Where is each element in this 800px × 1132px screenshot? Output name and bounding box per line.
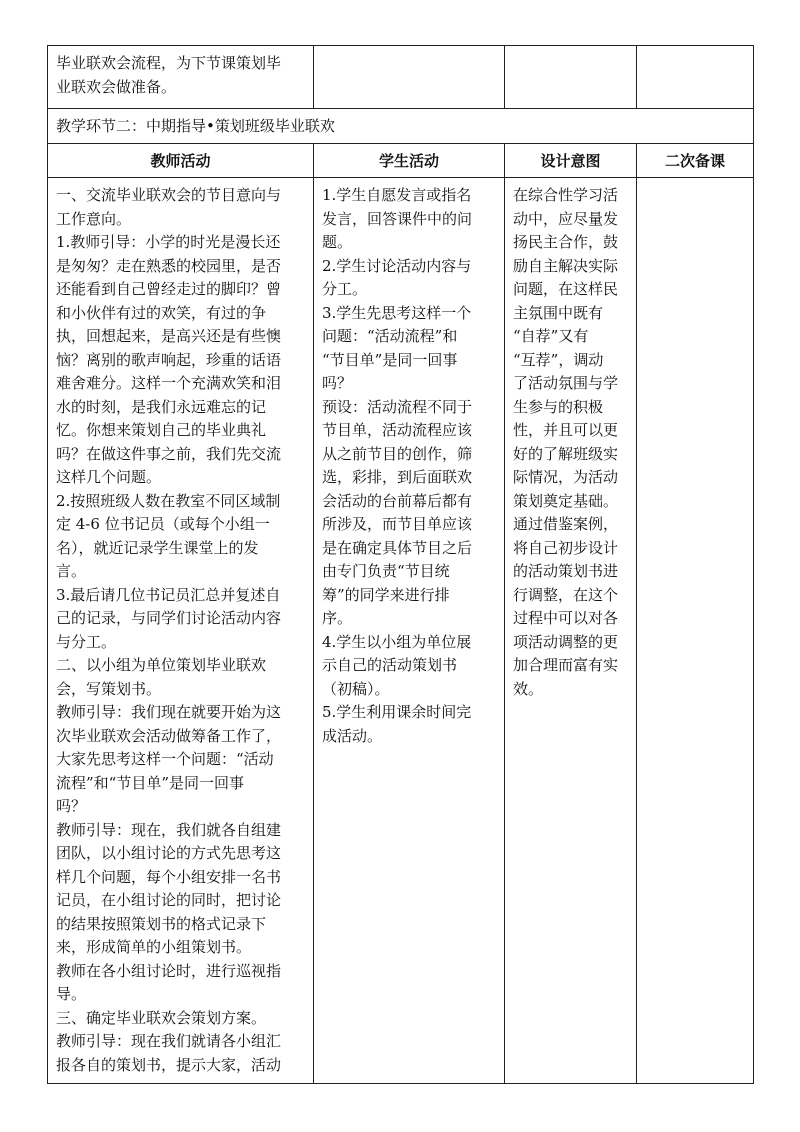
text-line: 吗？在做这件事之前，我们先交流 bbox=[56, 444, 282, 463]
text-line: 策划奠定基础。 bbox=[513, 491, 619, 510]
text-line: 还能看到自己曾经走过的脚印？曾 bbox=[56, 280, 282, 298]
text-line: 由专门负责“节目统 bbox=[322, 562, 450, 580]
text-line: 选，彩排，到后面联欢 bbox=[322, 468, 473, 486]
text-line: 行调整，在这个 bbox=[513, 585, 619, 604]
text-line: 团队，以小组讨论的方式先思考这 bbox=[56, 844, 282, 862]
text-line: 将自己初步设计 bbox=[513, 538, 619, 557]
second-preparation-cell bbox=[637, 178, 754, 1084]
text-line: 5.学生利用课余时间完 bbox=[322, 703, 472, 721]
text-line: 教师引导：现在我们就请各小组汇 bbox=[56, 1032, 282, 1050]
text-line: 的结果按照策划书的格式记录下 bbox=[56, 914, 267, 933]
text-line: 毕业联欢会流程，为下节课策划毕 bbox=[56, 54, 282, 72]
text-line: 项活动调整的更 bbox=[513, 632, 619, 651]
text-line: 来，形成简单的小组策划书。 bbox=[56, 938, 252, 956]
text-line: 二、以小组为单位策划毕业联欢 bbox=[56, 656, 267, 674]
text-line: 效。 bbox=[513, 679, 544, 698]
text-line: 了活动氛围与学 bbox=[513, 374, 619, 392]
text-line: 1.学生自愿发言或指名 bbox=[322, 186, 472, 204]
text-line: 吗？ bbox=[56, 797, 87, 815]
text-line: 吗？ bbox=[322, 374, 353, 392]
text-line: 己的记录，与同学们讨论活动内容 bbox=[56, 609, 282, 627]
text-line: 所涉及，而节目单应该 bbox=[322, 515, 473, 533]
text-line: 通过借鉴案例， bbox=[513, 515, 619, 533]
empty-cell bbox=[314, 46, 505, 109]
text-line: 3.学生先思考这样一个 bbox=[322, 303, 472, 322]
text-line: 难舍难分。这样一个充满欢笑和泪 bbox=[56, 374, 282, 392]
section-title: 教学环节二：中期指导•策划班级毕业联欢 bbox=[56, 117, 335, 135]
text-line: 际情况，为活动 bbox=[513, 468, 619, 486]
text-line: 忆。你想来策划自己的毕业典礼 bbox=[56, 421, 267, 439]
continuation-text bbox=[48, 46, 313, 105]
text-line: 节目单，活动流程应该 bbox=[322, 421, 473, 439]
text-line: 执，回想起来，是高兴还是有些懊 bbox=[56, 327, 282, 345]
content-row bbox=[48, 178, 754, 1084]
text-line: 教师在各小组讨论时，进行巡视指 bbox=[56, 961, 282, 980]
text-line: 问题：“活动流程”和 bbox=[322, 327, 458, 345]
lesson-plan-document bbox=[47, 45, 753, 1084]
header-teacher-activity: 教师活动 bbox=[48, 144, 314, 178]
text-line: 工作意向。 bbox=[56, 209, 132, 228]
text-line: 会活动的台前幕后都有 bbox=[322, 491, 473, 510]
text-line: 分工。 bbox=[322, 280, 368, 298]
text-line: 教师引导：现在，我们就各自组建 bbox=[56, 820, 282, 839]
text-line: “自荐”又有 bbox=[513, 327, 589, 345]
text-line: （初稿）。 bbox=[322, 679, 390, 698]
teacher-activity-text bbox=[48, 178, 313, 1083]
teacher-activity-cell bbox=[48, 178, 314, 1084]
text-line: 定 4-6 位书记员（或每个小组一 bbox=[56, 515, 270, 533]
text-line: 次毕业联欢会活动做筹备工作了， bbox=[56, 726, 282, 745]
design-intent-cell bbox=[505, 178, 637, 1084]
text-line: 1.教师引导：小学的时光是漫长还 bbox=[56, 233, 281, 251]
text-line: 在综合性学习活 bbox=[513, 186, 619, 204]
text-line: 和小伙伴有过的欢笑，有过的争 bbox=[56, 303, 267, 322]
text-line: 的活动策划书进 bbox=[513, 562, 619, 580]
text-line: 这样几个问题。 bbox=[56, 468, 162, 486]
section-cell bbox=[48, 109, 754, 144]
student-activity-cell bbox=[314, 178, 505, 1084]
text-line: 从之前节目的创作，筛 bbox=[322, 444, 473, 463]
text-line: 励自主解决实际 bbox=[513, 256, 619, 275]
empty-cell bbox=[637, 46, 754, 109]
text-line: 成活动。 bbox=[322, 726, 383, 745]
text-line: 扬民主合作，鼓 bbox=[513, 233, 619, 251]
text-line: 报各自的策划书，提示大家，活动 bbox=[56, 1055, 282, 1074]
header-second-preparation: 二次备课 bbox=[637, 144, 754, 178]
continuation-cell bbox=[48, 46, 314, 109]
text-line: 示自己的活动策划书 bbox=[322, 656, 458, 674]
text-line: 一、交流毕业联欢会的节目意向与 bbox=[56, 186, 282, 204]
text-line: 加合理而富有实 bbox=[513, 656, 619, 674]
empty-cell bbox=[505, 46, 637, 109]
lesson-plan-table bbox=[47, 45, 754, 1084]
text-line: “节目单”是同一回事 bbox=[322, 350, 458, 369]
text-line: 大家先思考这样一个问题：“活动 bbox=[56, 750, 274, 768]
text-line: 是匆匆？走在熟悉的校园里，是否 bbox=[56, 256, 282, 275]
text-line: 与分工。 bbox=[56, 632, 117, 651]
text-line: 主氛围中既有 bbox=[513, 303, 604, 322]
text-line: 流程”和“节目单”是同一回事 bbox=[56, 773, 245, 792]
text-line: 3.最后请几位书记员汇总并复述自 bbox=[56, 585, 281, 604]
header-design-intent: 设计意图 bbox=[505, 144, 637, 178]
header-student-activity: 学生活动 bbox=[314, 144, 505, 178]
text-line: 预设：活动流程不同于 bbox=[322, 397, 473, 416]
text-line: 是在确定具体节目之后 bbox=[322, 538, 473, 557]
text-line: 2.学生讨论活动内容与 bbox=[322, 256, 472, 275]
header-row bbox=[48, 144, 754, 178]
text-line: 会，写策划书。 bbox=[56, 679, 162, 698]
text-line: 生参与的积极 bbox=[513, 397, 604, 416]
text-line: 记员，在小组讨论的同时，把讨论 bbox=[56, 891, 282, 909]
text-line: 好的了解班级实 bbox=[513, 444, 619, 463]
text-line: 导。 bbox=[56, 985, 87, 1003]
text-line: 过程中可以对各 bbox=[513, 609, 619, 627]
student-activity-text bbox=[314, 178, 504, 754]
text-line: 题。 bbox=[322, 233, 353, 251]
continuation-row bbox=[48, 46, 754, 109]
text-line: 业联欢会做准备。 bbox=[56, 77, 177, 96]
text-line: 样几个问题，每个小组安排一名书 bbox=[56, 867, 282, 886]
text-line: 动中，应尽量发 bbox=[513, 209, 619, 228]
text-line: 序。 bbox=[322, 609, 353, 627]
text-line: 三、确定毕业联欢会策划方案。 bbox=[56, 1008, 267, 1027]
text-line: 发言，回答课件中的问 bbox=[322, 209, 473, 228]
design-intent-text bbox=[505, 178, 636, 707]
text-line: 水的时刻，是我们永远难忘的记 bbox=[56, 397, 267, 416]
text-line: 言。 bbox=[56, 562, 87, 580]
section-row bbox=[48, 109, 754, 144]
text-line: 2.按照班级人数在教室不同区域制 bbox=[56, 491, 281, 510]
text-line: 教师引导：我们现在就要开始为这 bbox=[56, 703, 282, 721]
text-line: 4.学生以小组为单位展 bbox=[322, 632, 472, 651]
text-line: “互荐”，调动 bbox=[513, 350, 604, 369]
text-line: 筹”的同学来进行排 bbox=[322, 585, 450, 604]
text-line: 性，并且可以更 bbox=[513, 421, 619, 439]
text-line: 名），就近记录学生课堂上的发 bbox=[56, 538, 259, 557]
text-line: 问题，在这样民 bbox=[513, 280, 619, 298]
text-line: 恼？离别的歌声响起，珍重的话语 bbox=[56, 350, 282, 369]
